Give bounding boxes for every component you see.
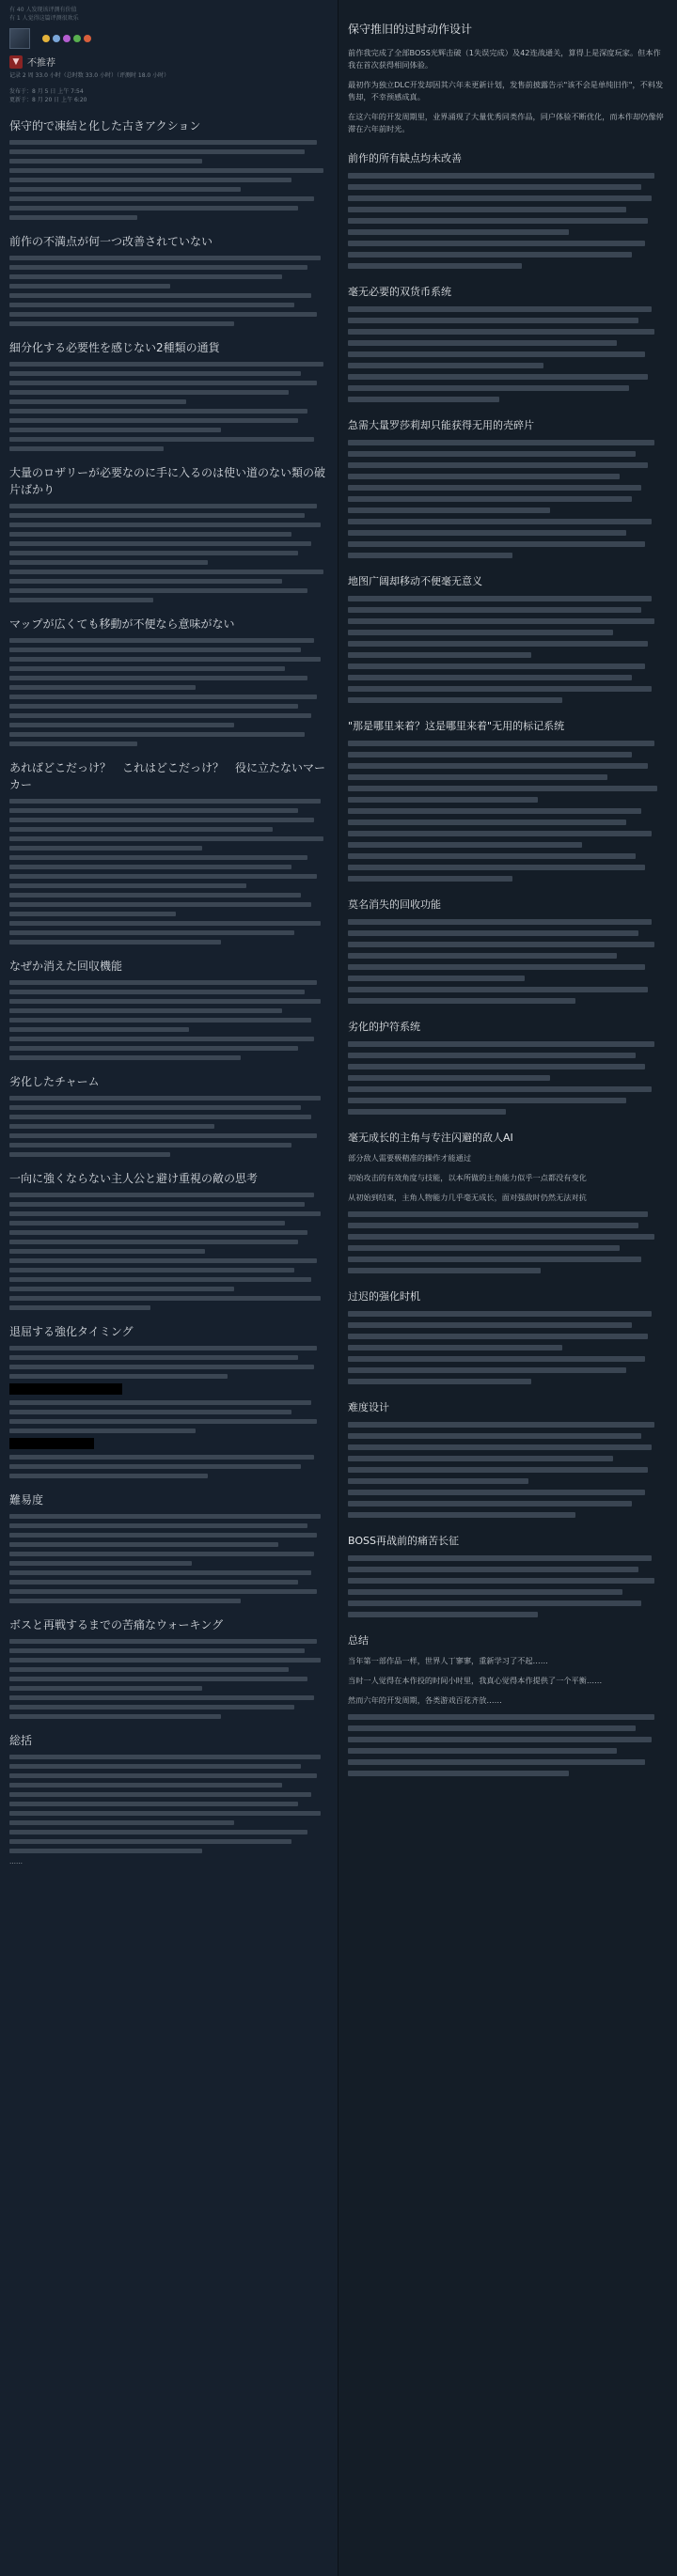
paragraph: 部分敌人需要极精准的操作才能通过 [348,1153,472,1163]
text-block [9,638,330,746]
section-heading: 大量のロザリーが必要なのに手に入るのは使い道のない類の破片ばかり [9,466,326,496]
award-icon[interactable] [42,35,50,42]
section-heading: BOSS再战前的痛苦长征 [348,1535,459,1547]
section-heading: あればどこだっけ？ これはどこだっけ？ 役に立たないマーカー [9,761,326,791]
section-heading: 毫无成长的主角与专注闪避的敌人AI [348,1132,513,1144]
text-block [9,256,330,326]
award-icon[interactable] [73,35,81,42]
award-icon[interactable] [53,35,60,42]
section-heading: 前作の不満点が何一つ改善されていない [9,235,213,248]
awards-row[interactable] [42,35,91,42]
section-heading: 劣化したチャーム [9,1075,100,1088]
paragraph: 最初作为独立DLC开发却因其六年未更新计划，发售前披露告示"该不会是单纯旧作"，不料发售却，不幸预感成真。 [348,80,664,101]
section-heading: 过迟的强化时机 [348,1290,420,1303]
redacted-block [9,1438,94,1449]
paragraph: 当时一人觉得在本作投的时间小时里，我真心觉得本作提供了一个平衡…… [348,1676,603,1685]
text-block [348,596,664,703]
review-panel-japanese [0,0,338,2576]
text-block [9,362,330,451]
section-heading: 急需大量罗莎莉却只能获得无用的壳碎片 [348,419,534,431]
updated-date: 更新于：8 月 20 日 上午 6:20 [9,97,87,103]
section-heading: 難易度 [9,1493,44,1507]
text-block [348,1041,664,1115]
text-block [9,140,330,220]
text-block [348,1714,664,1776]
section-heading: 劣化的护符系统 [348,1021,420,1033]
paragraph: 从初始到结束，主角人物能力几乎毫无成长，面对强敌时仍然无法对抗 [348,1193,587,1202]
section-heading: 毫无必要的双货币系统 [348,286,451,298]
text-block [9,980,330,1060]
text-block [9,1096,330,1157]
section-heading: 細分化する必要性を感じない2種類の通貨 [9,341,220,354]
section-heading: ボスと再戦するまでの苦痛なウォーキング [9,1618,224,1631]
section-heading: 总结 [348,1634,369,1647]
thumbs-down-icon: ▼ [9,55,23,69]
text-block [9,1639,330,1719]
section-heading: 総括 [9,1734,33,1747]
review-header [9,28,330,49]
section-heading: 一向に強くならない主人公と避け重視の敵の思考 [9,1172,259,1185]
text-block [9,1346,330,1379]
ellipsis: …… [9,1858,23,1866]
verdict-row [9,55,330,69]
text-block [348,440,664,558]
text-block [9,504,330,602]
award-icon[interactable] [63,35,71,42]
section-heading: 前作的所有缺点均未改善 [348,152,462,164]
section-heading: なぜか消えた回収機能 [9,960,123,973]
section-heading: 难度设计 [348,1401,389,1413]
helpful-count: 有 40 人发现该评测有价值 [9,7,77,13]
section-heading: 莫名消失的回收功能 [348,898,441,911]
posted-date: 发布于：8 月 5 日 上午 7:54 [9,88,84,95]
text-block [9,1755,330,1853]
text-block [9,1455,330,1478]
text-block [348,1311,664,1384]
text-block [348,173,664,269]
section-heading: 退屈する強化タイミング [9,1325,134,1338]
funny-count: 有 1 人觉得这篇评测很欢乐 [9,15,79,22]
translation-title: 保守推旧的过时动作设计 [348,23,473,36]
text-block [348,306,664,402]
section-heading: "那是哪里来着？这是哪里来着"无用的标记系统 [348,720,565,732]
paragraph: 当年第一部作品一样，世界人丁寥寥，重新学习了不起…… [348,1656,548,1665]
reviewer-avatar[interactable] [9,28,30,49]
text-block [348,1422,664,1518]
section-heading: 地图广阔却移动不便毫无意义 [348,575,482,587]
paragraph: 然而六年的开发周期，各类游戏百花齐放…… [348,1695,502,1705]
text-block [348,1555,664,1617]
review-panel-chinese [338,0,677,2576]
playtime-info: 记录 2 周 33.0 小时（总时数 33.0 小时）（评测时 18.0 小时） [9,72,170,79]
text-block [9,1400,330,1433]
section-heading: 保守的で凍結と化した古きアクション [9,119,201,133]
text-block [9,1193,330,1310]
verdict-label: 不推荐 [27,58,55,69]
text-block [9,799,330,945]
review-body [9,117,330,1866]
paragraph: 在这六年的开发周期里，业界涌现了大量优秀同类作品，同户体验不断优化，而本作却仍像停滞在六年前时光。 [348,112,664,133]
text-block [348,1211,664,1273]
section-heading: マップが広くても移動が不便なら意味がない [9,617,235,631]
text-block [348,741,664,882]
paragraph: 前作我完成了全部BOSS光辉击破（1失误完成）及42连战通关，算得上是深度玩家。但本作我在首次获得相同体验。 [348,48,661,70]
redacted-block [9,1383,122,1395]
text-block [9,1514,330,1603]
text-block [348,919,664,1004]
paragraph: 初始攻击的有效角度与技能，以本所做的主角能力似乎一点都没有变化 [348,1173,587,1182]
award-icon[interactable] [84,35,91,42]
